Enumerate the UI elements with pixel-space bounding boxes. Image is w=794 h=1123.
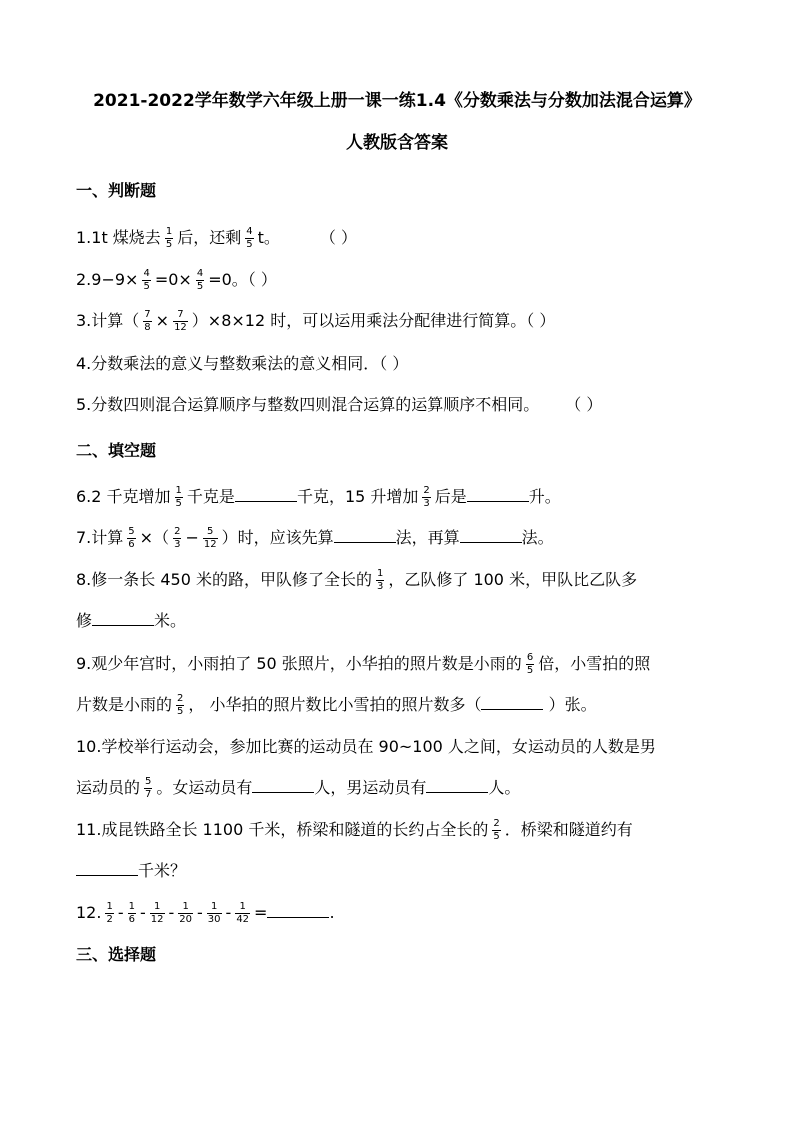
fraction: $\frac{4}{5}$ — [143, 268, 150, 292]
answer-blank[interactable] — [267, 901, 329, 918]
question-1: 1.1t 煤烧去 $\frac{1}{5}$ 后，还剩 $\frac{4}{5}$ t。 （ ） — [76, 226, 357, 250]
fraction: $\frac{2}{3}$ — [423, 485, 430, 509]
document-title: 2021-2022学年数学六年级上册一课一练1.4《分数乘法与分数加法混合运算》 — [93, 91, 701, 111]
question-8: 8.修一条长 450 米的路，甲队修了全长的 $\frac{1}{3}$ ，乙队修了 100 米，甲队比乙队多 — [76, 568, 638, 592]
answer-blank[interactable] — [92, 609, 154, 626]
fraction: $\frac{5}{7}$ — [145, 776, 152, 800]
question-11-continued: 千米？ — [76, 855, 186, 887]
question-11: 11.成昆铁路全长 1100 千米，桥梁和隧道的长约占全长的 $\frac{2}{5}$ ．桥梁和隧道约有 — [76, 818, 633, 842]
answer-blank[interactable] — [235, 485, 297, 502]
answer-blank[interactable] — [426, 776, 488, 793]
answer-paren[interactable]: （ ） — [565, 395, 603, 414]
section-heading-fill-blank: 二、填空题 — [76, 441, 157, 460]
fraction: $\frac{1}{5}$ — [165, 226, 173, 250]
fraction: $\frac{4}{5}$ — [246, 226, 253, 250]
answer-blank[interactable] — [467, 485, 529, 502]
fraction: $\frac{2}{5}$ — [493, 818, 500, 842]
fraction: $\frac{7}{8}$ — [144, 309, 151, 333]
question-8-continued: 修 米。 — [76, 611, 187, 630]
fraction: $\frac{1}{30}$ — [207, 901, 221, 925]
question-10: 10.学校举行运动会，参加比赛的运动员在 90~100 人之间，女运动员的人数是男 — [76, 737, 656, 756]
fraction: $\frac{1}{3}$ — [376, 568, 384, 592]
fraction: $\frac{2}{5}$ — [177, 693, 184, 717]
question-9: 9.观少年宫时，小雨拍了 50 张照片，小华拍的照片数是小雨的 $\frac{6}{5}$ 倍，小雪拍的照 — [76, 652, 651, 676]
answer-paren[interactable]: =0。（ ） — [208, 270, 277, 289]
question-9-continued: 片数是小雨的 $\frac{2}{5}$ ， 小华拍的照片数比小雪拍的照片数多（ ）张。 — [76, 693, 597, 717]
question-6: 6.2 千克增加 $\frac{1}{5}$ 千克是 千克，15 升增加 $\frac{2}{3}$ 后是 升。 — [76, 485, 561, 509]
fraction: $\frac{4}{5}$ — [196, 268, 204, 292]
fraction: $\frac{6}{5}$ — [526, 652, 534, 676]
fraction: $\frac{5}{12}$ — [203, 526, 217, 550]
question-3: 3.计算（ $\frac{7}{8}$ × $\frac{7}{12}$ ）×8×12 时，可以运用乘法分配律进行简算。（ ） — [76, 309, 556, 333]
fraction: $\frac{7}{12}$ — [174, 309, 187, 333]
document-subtitle: 人教版含答案 — [346, 133, 448, 153]
question-2: 2.9−9× $\frac{4}{5}$ =0× $\frac{4}{5}$ =0。（ ） — [76, 268, 277, 292]
fraction: $\frac{1}{6}$ — [128, 901, 135, 925]
fraction: $\frac{1}{20}$ — [179, 901, 193, 925]
answer-blank[interactable] — [460, 526, 522, 543]
fraction: $\frac{1}{42}$ — [236, 901, 250, 925]
fraction: $\frac{1}{2}$ — [106, 901, 113, 925]
answer-blank[interactable] — [334, 526, 396, 543]
fraction: $\frac{1}{5}$ — [175, 485, 182, 509]
fraction: $\frac{1}{12}$ — [150, 901, 164, 925]
answer-blank[interactable] — [481, 693, 543, 710]
question-7: 7.计算 $\frac{5}{6}$ ×（ $\frac{2}{3}$ − $\frac{5}{12}$ ）时，应该先算 法，再算 法。 — [76, 526, 554, 550]
section-heading-judgement: 一、判断题 — [76, 181, 157, 200]
fraction: $\frac{5}{6}$ — [128, 526, 135, 550]
answer-paren[interactable]: （ ） — [319, 228, 357, 247]
question-4: 4.分数乘法的意义与整数乘法的意义相同．（ ） — [76, 354, 409, 373]
question-12: 12. $\frac{1}{2}$ - $\frac{1}{6}$ - $\frac{1}{12}$ - $\frac{1}{20}$ - $\frac{1}{30}$ - $\frac{1}{42}$ = . — [76, 901, 335, 925]
fraction: $\frac{2}{3}$ — [174, 526, 181, 550]
question-10-continued: 运动员的 $\frac{5}{7}$ 。女运动员有 人，男运动员有 人。 — [76, 776, 521, 800]
answer-paren[interactable]: ）×8×12 时，可以运用乘法分配律进行简算。（ ） — [191, 311, 556, 330]
section-heading-multiple-choice: 三、选择题 — [76, 945, 157, 964]
answer-blank[interactable] — [76, 859, 138, 876]
answer-blank[interactable] — [252, 776, 314, 793]
question-5: 5.分数四则混合运算顺序与整数四则混合运算的运算顺序不相同。 （ ） — [76, 395, 603, 414]
